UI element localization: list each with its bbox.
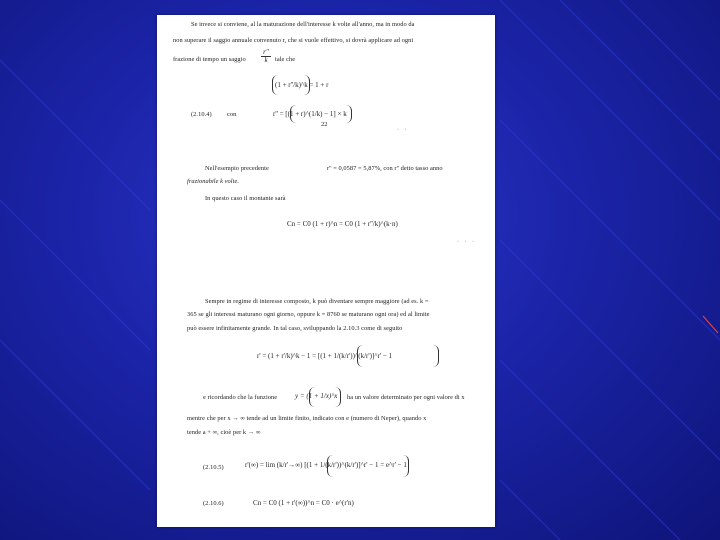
- equation-1: (1 + r''/k)^k = 1 + r: [275, 81, 329, 89]
- text-line: può essere infinitamente grande. In tal caso, sviluppando la 2.10.3 come di seguito: [187, 325, 403, 332]
- text-line: Sempre in regime di interesse composto, k può diventare sempre maggiore (ad es. k =: [205, 298, 429, 305]
- text-line: In questo caso il montante sarà: [205, 195, 286, 202]
- text-line: tende a + ∞, cioè per k → ∞: [187, 429, 261, 436]
- equation-3: Cn = C0 (1 + r)^n = C0 (1 + r''/k)^(k·n): [287, 220, 398, 228]
- text-line: frazione di tempo un saggio: [173, 56, 246, 63]
- fraction-denominator: k: [264, 56, 268, 64]
- equation-label: (2.10.4): [191, 111, 212, 118]
- page-number: 22: [321, 121, 328, 128]
- equation-4: r' = (1 + r'/k)^k − 1 = [(1 + 1/(k/r'))^(k/r')]^r' − 1: [257, 352, 393, 360]
- scan-artifact: · ·: [397, 127, 409, 133]
- text-line: tale che: [275, 56, 296, 63]
- text-line: con: [227, 111, 237, 118]
- equation-6: Cn = C0 (1 + r'(∞))^n = C0 · e^(r'n): [253, 499, 354, 507]
- text-line: e ricordando che la funzione: [203, 394, 278, 401]
- fraction-numerator: r'': [263, 48, 269, 56]
- scan-artifact: · · ·: [457, 239, 476, 245]
- equation-label: (2.10.6): [203, 500, 224, 507]
- text-line: 365 se gli interessi maturano ogni giorno, oppure k = 8760 se maturano ogni ora) ed al limite: [187, 311, 430, 318]
- function-expression: y = (1 + 1/x)^x: [295, 392, 338, 400]
- text-line: r'' = 0,0587 = 5,87%, con r'' detto tasso anno: [327, 165, 443, 172]
- fraction-r-over-k: [261, 49, 271, 64]
- equation-label: (2.10.5): [203, 464, 224, 471]
- text-line: mentre che per x → ∞ tende ad un limite finito, indicato con e (numero di Neper), quando x: [187, 415, 427, 422]
- equation-2: r'' = [(1 + r)^(1/k) − 1] × k: [273, 110, 347, 118]
- text-line: Nell'esempio precedente: [205, 165, 269, 172]
- text-line: Se invece si conviene, al la maturazione dell'interesse k volte all'anno, ma in modo da: [191, 21, 415, 28]
- document-page: [157, 15, 495, 527]
- equation-5: r'(∞) = lim (k/r'→∞) [(1 + 1/(k/r'))^(k/r')]^r' − 1 = e^r' − 1: [245, 461, 407, 469]
- text-line: frazionabile k volte.: [187, 178, 239, 185]
- text-line: non superare il saggio annuale convenuto r, che si vuole effettivo, si dovrà applicare ad ogni: [173, 37, 414, 44]
- text-line: ha un valore determinato per ogni valore di x: [347, 394, 465, 401]
